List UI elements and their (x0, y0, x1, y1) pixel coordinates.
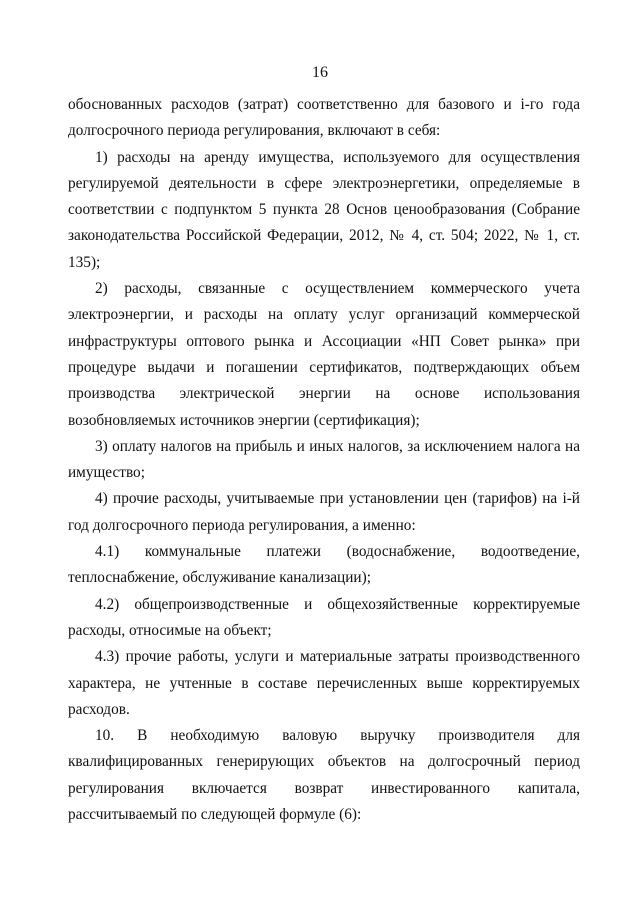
paragraph-item-3: 3) оплату налогов на прибыль и иных налогов, за исключением налога на имущество; (68, 437, 580, 482)
paragraph-item-1: 1) расходы на аренду имущества, используемого для осуществления регулируемой деятельности в сфере электроэнергетики, определяемые в соответствии с подпунктом 5 пункта 28 Основ ценообразования (Собрание законодательства Российской Федерации, 2012, № 4, ст. 504; 2022, № 1, ст. 135); (68, 148, 580, 271)
paragraph-item-4-3: 4.3) прочие работы, услуги и материальные затраты производственного характера, не учтенные в составе перечисленных выше корректируемых расходов. (68, 648, 580, 718)
paragraph-intro: обоснованных расходов (затрат) соответственно для базового и i-го года долгосрочного периода регулирования, включают в себя: (68, 96, 580, 140)
paragraph-section-10: 10. В необходимую валовую выручку производителя для квалифицированных генерирующих объектов на долгосрочный период регулирования включается возврат инвестированного капитала, рассчитываемый по следующей формуле (6): (68, 727, 580, 824)
paragraph-item-4-2: 4.2) общепроизводственные и общехозяйственные корректируемые расходы, относимые на объект; (68, 595, 580, 639)
paragraph-item-2: 2) расходы, связанные с осуществлением коммерческого учета электроэнергии, и расходы на оплату услуг организаций коммерческой инфраструктуры оптового рынка и Ассоциации «НП Совет рынка» при процедуре выдачи и погашении сертификатов, подтверждающих объем производства электрической энергии на основе использования возобновляемых источников энергии (сертификация); (68, 280, 580, 429)
paragraph-item-4-1: 4.1) коммунальные платежи (водоснабжение, водоотведение, теплоснабжение, обслуживание канализации); (68, 543, 580, 587)
paragraph-item-4: 4) прочие расходы, учитываемые при установлении цен (тарифов) на i-й год долгосрочного периода регулирования, а именно: (68, 490, 580, 534)
page-number: 16 (312, 64, 328, 81)
document-body (68, 92, 580, 828)
